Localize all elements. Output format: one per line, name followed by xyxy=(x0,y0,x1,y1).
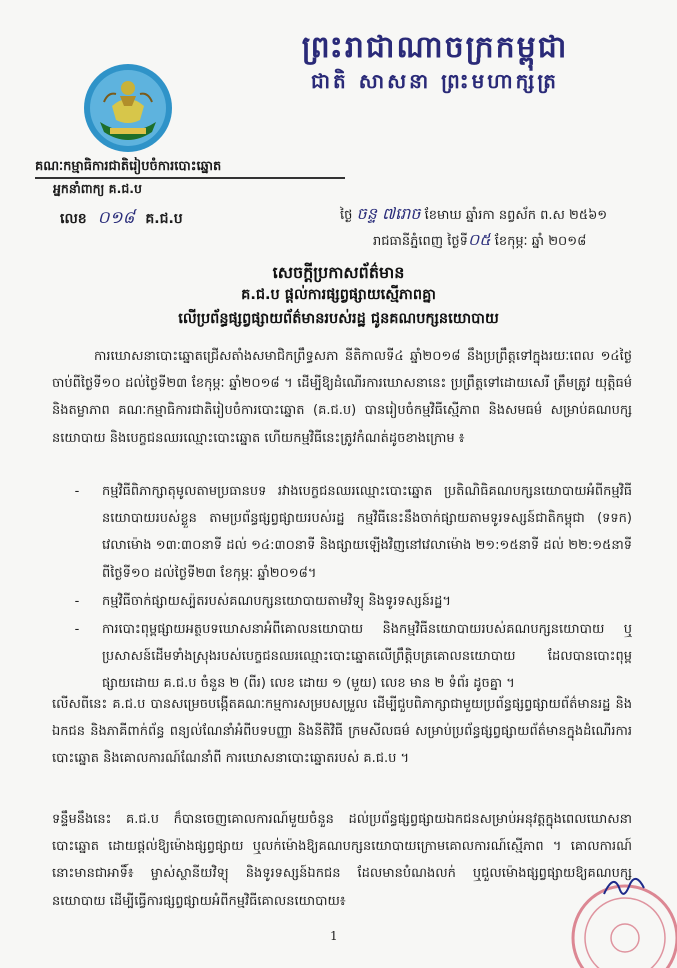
national-motto: ជាតិ សាសនា ព្រះមហាក្សត្រ xyxy=(311,69,559,93)
solar-day-handwritten: ០៥ xyxy=(467,230,491,249)
lunar-date xyxy=(340,203,607,227)
document-subtitle-2: លើប្រព័ន្ធផ្សព្វផ្សាយព័ត៌មានរបស់រដ្ឋ ជូនគណបក្សនយោបាយ xyxy=(178,311,499,327)
solar-rest: ខែកុម្ភៈ ឆ្នាំ ២០១៨ xyxy=(494,234,587,249)
reference-suffix: គ.ជ.ប xyxy=(145,211,183,227)
page-number: 1 xyxy=(330,929,338,943)
paragraph-principles: ទន្ទឹមនឹងនេះ គ.ជ.ប ក៏បានចេញគោលការណ៍មួយចំនួន ដល់ប្រព័ន្ធផ្សព្វផ្សាយឯកជនសម្រាប់អនុវត្តក្នុងពេលឃោសនាបោះឆ្នោត ដោយផ្តល់ឱ្យម៉ោងផ្សព្វផ្សាយ ឬលក់ម៉ោងឱ្យគណបក្សនយោបាយក្រោមគោលការណ៍ស្មើភាព ។ គោលការណ៍នោះមានជាអាទិ៍៖ ម្ចាស់ស្ថានីយវិទ្យុ និងទូរទស្សន៍ឯកជន ដែលមានបំណងលក់ ឬជួលម៉ោងផ្សព្វផ្សាយឱ្យគណបក្សនយោបាយ ដើម្បីធ្វើការផ្សព្វផ្សាយអំពីកម្មវិធីគោលនយោបាយ៖ xyxy=(52,812,632,909)
list-item-text: ការបោះពុម្ពផ្សាយអត្ថបទឃោសនាអំពីគោលនយោបាយ និងកម្មវិធីនយោបាយរបស់គណបក្សនយោបាយ ឬប្រសាសន៍ដើមទាំងស្រុងរបស់បេក្ខជនឈរឈ្មោះបោះឆ្នោតលើព្រឹត្តិបត្រគោលនយោបាយ ដែលបានបោះពុម្ពផ្សាយដោយ គ.ជ.ប ចំនួន ២ (ពីរ) លេខ ដោយ ១ (មួយ) លេខ មាន ២ ទំព័រ ដូចគ្នា ។ xyxy=(102,622,632,692)
list-item-text: កម្មវិធីចាក់ផ្សាយស្ប៉តរបស់គណបក្សនយោបាយតាមវិទ្យុ និងទូរទស្សន៍រដ្ឋ។ xyxy=(102,593,451,609)
letterhead xyxy=(215,30,655,96)
document-title: សេចក្តីប្រកាសព័ត៌មាន xyxy=(272,263,405,282)
organization-name: គណៈកម្មាធិការជាតិរៀបចំការបោះឆ្នោត xyxy=(35,159,222,174)
reference-label: លេខ xyxy=(60,211,87,227)
kingdom-title: ព្រះរាជាណាចក្រកម្ពុជា xyxy=(301,30,569,65)
nec-emblem-logo xyxy=(82,62,174,154)
program-list xyxy=(52,478,632,699)
document-subtitle-1: គ.ជ.ប ផ្តល់ការផ្សព្វផ្សាយស្មើភាពគ្នា xyxy=(241,287,436,303)
solar-prefix: រាជធានីភ្នំពេញ ថ្ងៃទី xyxy=(373,234,468,249)
reference-number: ០១៨ xyxy=(97,208,135,228)
paragraph-intro: ការឃោសនាបោះឆ្នោតជ្រើសតាំងសមាជិកព្រឹទ្ធសភា នីតិកាលទី៤ ឆ្នាំ២០១៨ នឹងប្រព្រឹត្តទៅក្នុងរយៈពេល ១៤ថ្ងៃ ចាប់ពីថ្ងៃទី១០ ដល់ថ្ងៃទី២៣ ខែកុម្ភៈ ឆ្នាំ២០១៨ ។ ដើម្បីឱ្យដំណើរការឃោសនានេះ ប្រព្រឹត្តទៅដោយសេរី ត្រឹមត្រូវ យុត្តិធម៌ និងតម្លាភាព គណៈកម្មាធិការជាតិរៀបចំការបោះឆ្នោត (គ.ជ.ប) បានរៀបចំកម្មវិធីស្មើភាព និងសមធម៌ សម្រាប់គណបក្សនយោបាយ និងបេក្ខជនឈរឈ្មោះបោះឆ្នោត ហើយកម្មវិធីនេះត្រូវកំណត់ដូចខាងក្រោម ៖ xyxy=(52,349,632,446)
paragraph-committee: លើសពីនេះ គ.ជ.ប បានសម្រេចបង្កើតគណៈកម្មការសម្របសម្រួល ដើម្បីជួបពិភាក្សាជាមួយប្រព័ន្ធផ្សព្វផ្សាយព័ត៌មានរដ្ឋ និងឯកជន និងភាគីពាក់ព័ន្ធ ពន្យល់ណែនាំអំពីបទបញ្ញា និងនីតិវិធី ក្រមសីលធម៌ សម្រាប់ប្រព័ន្ធផ្សព្វផ្សាយព័ត៌មានក្នុងដំណើរការបោះឆ្នោត និងគោលការណ៍ណែនាំពី ការឃោសនាបោះឆ្នោតរបស់ គ.ជ.ប ។ xyxy=(52,697,632,767)
lunar-rest: ខែមាឃ ឆ្នាំរកា នព្វស័ក ព.ស ២៥៦១ xyxy=(424,208,608,223)
list-item: - កម្មវិធីពិភាក្សាតុមូលតាមប្រធានបទ រវាងបេក្ខជនឈរឈ្មោះបោះឆ្នោត ប្រតិណិធិគណបក្សនយោបាយអំពីកម្មវិធីនយោបាយរបស់ខ្លួន តាមប្រព័ន្ធផ្សព្វផ្សាយរបស់រដ្ឋ កម្មវិធីនេះនឹងចាក់ផ្សាយតាមទូរទស្សន៍ជាតិកម្ពុជា (ទទក) វេលាម៉ោង ១៣:៣០នាទី ដល់ ១៤:៣០នាទី និងផ្សាយឡើងវិញនៅវេលាម៉ោង ២១:១៥នាទី ដល់ ២២:១៥នាទី ពីថ្ងៃទី១០ ដល់ថ្ងៃទី២៣ ខែកុម្ភៈ ឆ្នាំ២០១៨។ xyxy=(52,478,632,587)
lunar-prefix: ថ្ងៃ xyxy=(340,208,353,223)
list-item-text: កម្មវិធីពិភាក្សាតុមូលតាមប្រធានបទ រវាងបេក្ខជនឈរឈ្មោះបោះឆ្នោត ប្រតិណិធិគណបក្សនយោបាយអំពីកម្មវិធីនយោបាយរបស់ខ្លួន តាមប្រព័ន្ធផ្សព្វផ្សាយរបស់រដ្ឋ កម្មវិធីនេះនឹងចាក់ផ្សាយតាមទូរទស្សន៍ជាតិកម្ពុជា (ទទក) វេលាម៉ោង ១៣:៣០នាទី ដល់ ១៤:៣០នាទី និងផ្សាយឡើងវិញនៅវេលាម៉ោង ២១:១៥នាទី ដល់ ២២:១៥នាទី ពីថ្ងៃទី១០ ដល់ថ្ងៃទី២៣ ខែកុម្ភៈ ឆ្នាំ២០១៨។ xyxy=(102,484,632,581)
solar-date xyxy=(373,229,586,253)
header-divider xyxy=(35,177,345,179)
signature-icon xyxy=(600,866,650,906)
list-item: - កម្មវិធីចាក់ផ្សាយស្ប៉តរបស់គណបក្សនយោបាយតាមវិទ្យុ និងទូរទស្សន៍រដ្ឋ។ xyxy=(52,588,632,615)
reference-number-line xyxy=(60,207,183,232)
spokesperson-office: អ្នកនាំពាក្យ គ.ជ.ប xyxy=(53,181,142,196)
list-item: - ការបោះពុម្ពផ្សាយអត្ថបទឃោសនាអំពីគោលនយោបាយ និងកម្មវិធីនយោបាយរបស់គណបក្សនយោបាយ ឬប្រសាសន៍ដើមទាំងស្រុងរបស់បេក្ខជនឈរឈ្មោះបោះឆ្នោតលើព្រឹត្តិបត្រគោលនយោបាយ ដែលបានបោះពុម្ពផ្សាយដោយ គ.ជ.ប ចំនួន ២ (ពីរ) លេខ ដោយ ១ (មួយ) លេខ មាន ២ ទំព័រ ដូចគ្នា ។ xyxy=(52,616,632,698)
lunar-day-handwritten: ចន្ទ ៧រោច xyxy=(356,204,421,223)
